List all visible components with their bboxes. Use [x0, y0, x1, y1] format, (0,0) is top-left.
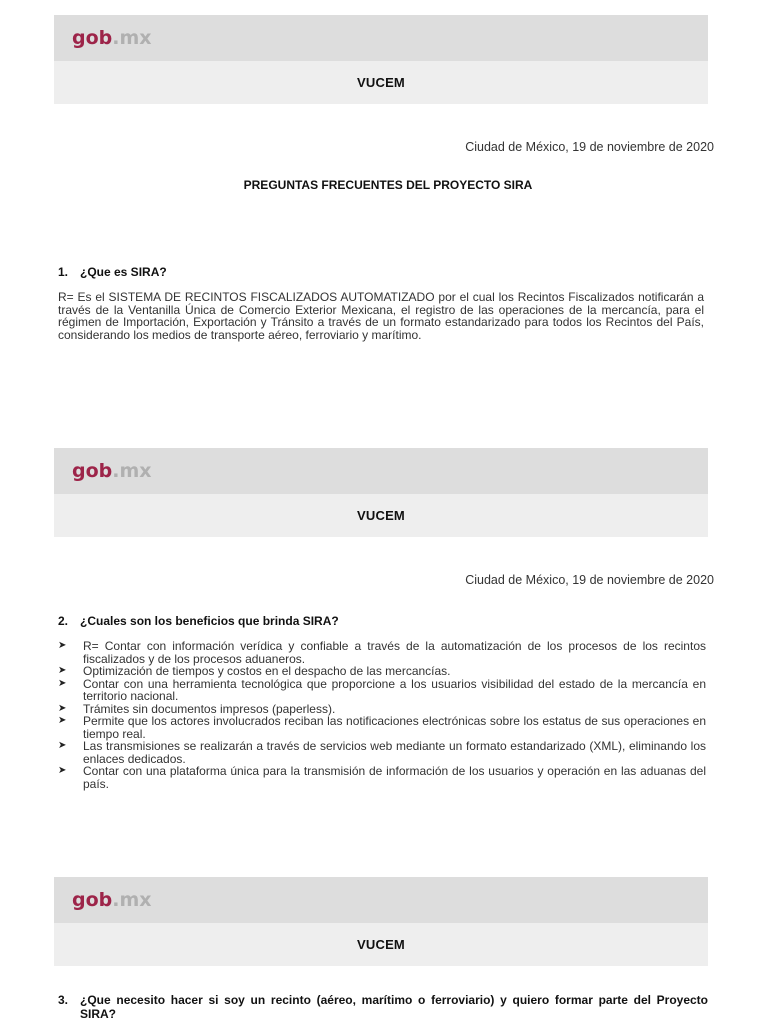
list-item: ➤ Contar con una herramienta tecnológica que proporcione a los usuarios visibilidad del estado de la mercancía en territorio nacional. [58, 676, 706, 703]
list-item: ➤ Trámites sin documentos impresos (paperless). [58, 701, 336, 716]
list-item: ➤ Contar con una plataforma única para la transmisión de información de los usuarios y operación en las aduanas del país. [58, 764, 706, 791]
question-1-heading [58, 265, 708, 279]
question-3-heading [58, 993, 708, 1021]
arrow-bullet-icon: ➤ [58, 765, 67, 776]
arrow-bullet-icon: ➤ [58, 715, 67, 726]
arrow-bullet-icon: ➤ [58, 677, 67, 689]
arrow-bullet-icon: ➤ [58, 665, 67, 676]
gobmx-logo: gob.mx [72, 889, 152, 911]
question-text: ¿Que es SIRA? [80, 265, 167, 279]
list-item: ➤ Las transmisiones se realizarán a través de servicios web mediante un formato estandarizado (XML), eliminando los enlaces dedicados. [58, 739, 706, 766]
arrow-bullet-icon: ➤ [58, 740, 67, 751]
arrow-bullet-icon: ➤ [58, 640, 67, 651]
question-text: ¿Cuales son los beneficios que brinda SIRA? [80, 614, 339, 628]
question-number: 2. [58, 614, 69, 628]
logo-bar [54, 15, 708, 61]
list-item: ➤ Permite que los actores involucrados reciban las notificaciones electrónicas sobre los estatus de sus operaciones en tiempo real. [58, 714, 706, 741]
question-2-heading [58, 614, 708, 628]
list-item: ➤ Optimización de tiempos y costos en el despacho de las mercancías. [58, 664, 451, 678]
document-date: Ciudad de México, 19 de noviembre de 2020 [465, 573, 714, 587]
question-number: 1. [58, 265, 69, 279]
section-title: VUCEM [54, 494, 708, 537]
section-title: VUCEM [54, 923, 708, 966]
question-number: 3. [58, 993, 69, 1007]
benefits-list [58, 640, 706, 790]
page-header-2 [54, 448, 708, 537]
list-item: ➤ R= Contar con información verídica y confiable a través de la automatización de los procesos de los recintos fiscalizados y de los procesos aduaneros. [58, 639, 706, 666]
page-header-3 [54, 877, 708, 966]
arrow-bullet-icon: ➤ [58, 702, 67, 714]
section-title: VUCEM [54, 61, 708, 104]
logo-bar [54, 448, 708, 494]
gobmx-logo: gob.mx [72, 27, 152, 49]
gobmx-logo: gob.mx [72, 460, 152, 482]
document-date: Ciudad de México, 19 de noviembre de 2020 [465, 140, 714, 154]
document-title: PREGUNTAS FRECUENTES DEL PROYECTO SIRA [243, 178, 533, 192]
page-header-1 [54, 15, 708, 104]
question-text: ¿Que necesito hacer si soy un recinto (aéreo, marítimo o ferroviario) y quiero formar parte del Proyecto SIRA? [80, 993, 708, 1021]
question-1-answer: R= Es el SISTEMA DE RECINTOS FISCALIZADOS AUTOMATIZADO por el cual los Recintos Fiscalizados notificarán a través de la Ventanilla Única de Comercio Exterior Mexicana, el registro de las operaciones de la mercancía, para el régimen de Importación, Exportación y Tránsito a través de un formato estandarizado para todos los Recintos del País, considerando los medios de transporte aéreo, ferroviario y marítimo. [58, 290, 704, 342]
logo-bar [54, 877, 708, 923]
